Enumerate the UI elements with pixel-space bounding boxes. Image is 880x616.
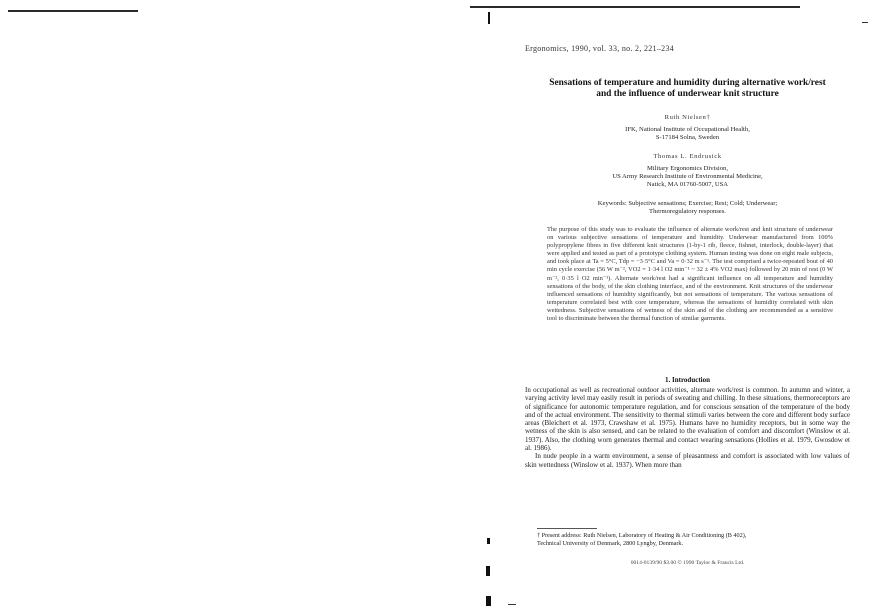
affiliation-line: US Army Research Institute of Environmental Medicine, [612, 173, 763, 181]
title-line-1: Sensations of temperature and humidity during alternative work/rest [549, 78, 826, 88]
affiliation-line: Military Ergonomics Division, [646, 165, 728, 172]
intro-paragraph-1: In occupational as well as recreational outdoor activities, alternate work/rest is common. In autumn and winter, a varying activity level may easily result in periods of sweating and chilling. In these situations, thermoreceptors are of significance for autonomic temperature regulation, and for conscious sensation of the temperature of the body and of the actual environment. The sensitivity to thermal stimuli varies between the core and different body surface areas (Bleichert et al. 1973, Crawshaw et al. 1975). Humans have no humidity receptors, but in some way the wetness of the skin is also sensed, and can be related to the evaluation of comfort and discomfort (Winslow et al. 1937). Also, the clothing worn generates thermal and contact wearing sensations (Hollies et al. 1979, Gwosdow et al. 1986). [525, 386, 850, 453]
section-heading: 1. Introduction [665, 376, 710, 384]
footnote-line: Technical University of Denmark, 2800 Lyngby, Denmark. [537, 539, 684, 547]
title-line-2: and the influence of underwear knit structure [596, 89, 779, 99]
author-2-affiliation [515, 165, 860, 190]
footnote-rule [537, 528, 597, 529]
binding-mark-3 [486, 596, 491, 606]
binding-mark-1 [487, 538, 490, 544]
author-2-name: Thomas L. Endrusick [653, 153, 722, 160]
author-1-affiliation [515, 126, 860, 142]
keywords-line: Thermoregulatory responses. [649, 208, 726, 216]
author-1-name: Ruth Nielsen† [664, 114, 711, 121]
paper-page [515, 0, 860, 616]
footnote [537, 532, 847, 548]
keywords-line: Keywords: Subjective sensations; Exercise; Rest; Cold; Underwear; [597, 200, 778, 207]
intro-paragraph-2: In nude people in a warm environment, a sense of pleasantness and comfort is associated with low values of skin wettedness (Winslow et al. 1937). When more than [525, 452, 850, 469]
affiliation-line: IFK, National Institute of Occupational Health, [625, 126, 750, 133]
introduction-body [525, 386, 850, 469]
paper-title [515, 78, 860, 100]
binding-mark-2 [486, 566, 490, 576]
scan-artifact-top-left [8, 10, 138, 12]
abstract: The purpose of this study was to evaluate the influence of alternate work/rest and knit structure of underwear on various subjective sensations of temperature and humidity. Underwear manufactured from 100% polypropylene fibres in five different knit structures (1-by-1 rib, fleece, fishnet, interlock, double-layer) that were applied and tested as part of a prototype clothing system. Human testing was done on eight male subjects, and took place at Ta = 5°C, Tdp = −3·5°C and Va = 0·32 m s⁻¹. The test comprised a twice-repeated bout of 40 min cycle exercise (56 W m⁻², VO2 = 1·34 l O2 min⁻¹ ~ 32 ± 4% VO2 max) followed by 20 min of rest (0 W m⁻², 0·35 l O2 min⁻¹). Alternate work/rest had a significant influence on all temperature and humidity sensations of the body, of the skin clothing interface, and of the environment. Knit structures of the underwear influenced sensations of humidity significantly, but not sensations of temperature. The various sensations of temperature correlated best with core temperature, whereas the sensations of humidity correlated with skin wettedness. Subjective sensations of wetness of the skin and of the clothing are recommended as a sensitive tool to discriminate between the thermal function of similar garments. [547, 226, 833, 323]
journal-citation: Ergonomics, 1990, vol. 33, no. 2, 221–234 [525, 44, 675, 53]
footnote-line: † Present address: Ruth Nielsen, Laboratory of Heating & Air Conditioning (B 402), [537, 532, 747, 539]
affiliation-line: S-17184 Solna, Sweden [655, 134, 720, 142]
scan-dash-right [862, 22, 868, 23]
keywords [535, 200, 840, 216]
scan-mark-top [488, 12, 490, 24]
affiliation-line: Natick, MA 01760-5007, USA [646, 181, 729, 189]
copyright-line: 0014-0139/90 $3.00 © 1990 Taylor & Francis Ltd. [630, 560, 745, 566]
